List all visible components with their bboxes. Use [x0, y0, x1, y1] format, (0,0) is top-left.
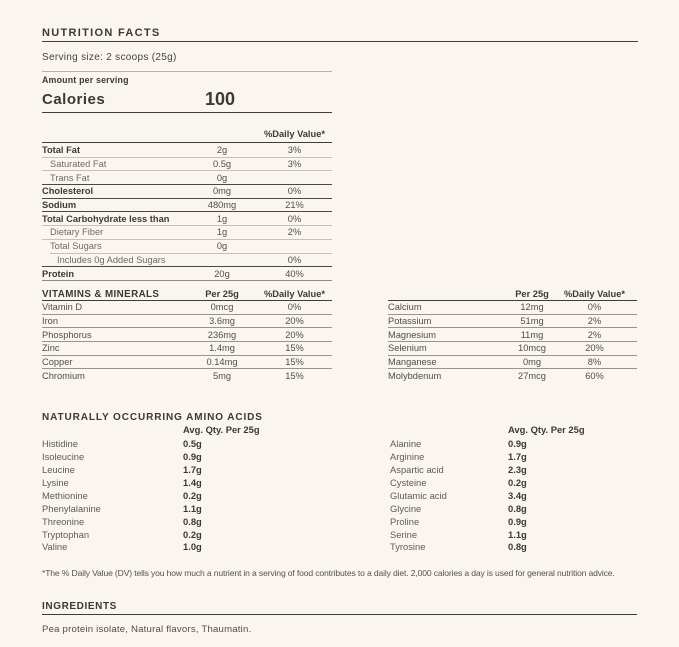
nutrient-daily-value: 40%: [285, 268, 304, 279]
amino-acids-right-list: [390, 437, 650, 553]
amino-acid-name: Serine: [390, 528, 418, 540]
vitamin-amount: 0mg: [522, 357, 542, 368]
amino-acid-qty: 0.2g: [508, 476, 527, 488]
nutrient-row: [42, 266, 332, 280]
vitamin-daily-value: 60%: [585, 371, 604, 382]
vitamin-row: [42, 356, 332, 370]
vitamin-daily-value: 8%: [587, 357, 602, 368]
amino-acid-row: [390, 541, 650, 554]
nutrient-row: [42, 211, 332, 225]
amino-acid-row: [390, 463, 650, 476]
serving-divider: [42, 71, 332, 72]
amino-acid-row: [390, 437, 650, 450]
amino-acid-qty: 0.5g: [183, 437, 202, 449]
nutrient-row: [42, 253, 332, 267]
per-25g-header: Per 25g: [205, 289, 239, 299]
avg-qty-header: Avg. Qty. Per 25g: [508, 424, 585, 435]
nutrient-amount: 0g: [216, 241, 228, 252]
calories-value: 100: [205, 89, 236, 109]
amino-acid-name: Leucine: [42, 463, 75, 475]
nutrient-label: Trans Fat: [50, 172, 90, 183]
amino-acid-name: Cysteine: [390, 476, 427, 488]
amino-acid-name: Isoleucine: [42, 450, 85, 462]
nutrient-amount: 0mg: [212, 186, 232, 197]
amino-acid-name: Threonine: [42, 515, 85, 527]
nutrient-label: Total Fat: [42, 145, 81, 156]
nutrient-amount: 480mg: [207, 200, 237, 211]
ingredients-text: Pea protein isolate, Natural flavors, Thaumatin.: [42, 624, 252, 635]
nutrition-table: [42, 124, 332, 281]
amino-acid-row: [42, 541, 352, 554]
nutrient-daily-value: 0%: [287, 254, 302, 265]
amino-acid-row: [390, 502, 650, 515]
page-title: NUTRITION FACTS: [42, 27, 161, 39]
amino-acid-name: Methionine: [42, 489, 88, 501]
amino-acid-name: Proline: [390, 515, 420, 527]
nutrition-table-header: [42, 124, 332, 143]
ingredients-title: INGREDIENTS: [42, 601, 117, 612]
amino-acid-row: [42, 502, 352, 515]
vitamin-amount: 10mcg: [518, 343, 546, 354]
nutrient-row: [42, 239, 332, 253]
amino-acid-qty: 1.7g: [183, 463, 202, 475]
vitamin-label: Calcium: [388, 302, 422, 313]
nutrient-row: [42, 198, 332, 212]
vitamin-amount: 51mg: [520, 316, 544, 327]
amino-acid-qty: 0.2g: [183, 528, 202, 540]
calories-label: Calories: [42, 91, 106, 108]
vitamin-daily-value: 15%: [285, 371, 304, 382]
vitamins-right-header: [388, 288, 637, 301]
vitamin-row: [42, 315, 332, 329]
nutrient-label: Sodium: [42, 200, 77, 211]
amino-acid-qty: 1.7g: [508, 450, 527, 462]
vitamin-daily-value: 0%: [287, 302, 302, 313]
vitamin-amount: 0.14mg: [206, 357, 238, 368]
vitamin-amount: 0mcg: [210, 302, 234, 313]
amino-acids-title: NATURALLY OCCURRING AMINO ACIDS: [42, 412, 263, 423]
amino-acid-row: [390, 450, 650, 463]
vitamin-amount: 5mg: [212, 371, 232, 382]
amino-acid-name: Tyrosine: [390, 541, 426, 553]
vitamins-table-left: [42, 288, 332, 383]
amino-acid-row: [390, 476, 650, 489]
amino-acid-qty: 0.8g: [508, 502, 527, 514]
amino-acid-qty: 2.3g: [508, 463, 527, 475]
vitamin-label: Manganese: [388, 357, 437, 368]
amino-acid-name: Tryptophan: [42, 528, 90, 540]
nutrient-amount: 2g: [216, 145, 228, 156]
amino-acid-row: [390, 489, 650, 502]
nutrition-table-body: [42, 143, 332, 281]
vitamin-daily-value: 20%: [285, 329, 304, 340]
nutrient-row: [42, 170, 332, 184]
vitamins-title: VITAMINS & MINERALS: [42, 288, 160, 300]
amino-acid-row: [390, 528, 650, 541]
daily-value-header: %Daily Value*: [264, 129, 325, 139]
vitamin-row: [42, 342, 332, 356]
nutrient-label: Cholesterol: [42, 186, 94, 197]
vitamin-daily-value: 20%: [285, 316, 304, 327]
nutrient-amount: 20g: [214, 268, 230, 279]
avg-qty-header: Avg. Qty. Per 25g: [183, 424, 260, 435]
ingredients-underline: [42, 614, 637, 615]
amino-acid-row: [42, 489, 352, 502]
vitamin-daily-value: 15%: [285, 343, 304, 354]
amino-acid-name: Glycine: [390, 502, 422, 514]
vitamin-row: [388, 328, 637, 342]
vitamin-label: Chromium: [42, 371, 85, 382]
vitamin-daily-value: 15%: [285, 357, 304, 368]
nutrient-label: Includes 0g Added Sugars: [57, 254, 166, 265]
nutrient-label: Dietary Fiber: [50, 227, 104, 238]
daily-value-header: %Daily Value*: [564, 289, 625, 299]
amino-acid-qty: 1.0g: [183, 541, 202, 553]
vitamin-amount: 3.6mg: [209, 316, 235, 327]
nutrient-row: [42, 143, 332, 157]
amino-acid-qty: 0.9g: [508, 515, 527, 527]
amino-acids-right-column: [390, 424, 650, 553]
daily-value-header: %Daily Value*: [264, 289, 325, 299]
vitamin-label: Potassium: [388, 316, 432, 327]
vitamin-label: Phosphorus: [42, 329, 92, 340]
amino-acid-qty: 1.4g: [183, 476, 202, 488]
vitamin-daily-value: 0%: [587, 302, 602, 313]
nutrient-label: Saturated Fat: [50, 159, 107, 170]
nutrient-row: [42, 184, 332, 198]
title-underline: [42, 41, 638, 42]
nutrient-daily-value: 0%: [287, 213, 302, 224]
nutrient-amount: 1g: [216, 227, 228, 238]
amino-acid-name: Glutamic acid: [390, 489, 447, 501]
vitamin-row: [42, 328, 332, 342]
amino-acid-name: Valine: [42, 541, 68, 553]
nutrient-daily-value: 21%: [285, 200, 304, 211]
vitamin-amount: 12mg: [520, 302, 544, 313]
vitamin-label: Magnesium: [388, 329, 437, 340]
vitamin-row: [42, 369, 332, 383]
nutrient-amount: 0g: [216, 172, 228, 183]
amino-acid-row: [42, 476, 352, 489]
nutrient-row: [42, 225, 332, 239]
amino-acid-name: Arginine: [390, 450, 425, 462]
vitamin-row: [388, 315, 637, 329]
vitamin-label: Copper: [42, 357, 73, 368]
vitamin-label: Zinc: [42, 343, 60, 354]
amino-acid-qty: 0.9g: [508, 437, 527, 449]
amino-acid-row: [390, 515, 650, 528]
amino-acid-name: Lysine: [42, 476, 69, 488]
vitamin-amount: 1.4mg: [209, 343, 235, 354]
nutrient-daily-value: 3%: [287, 159, 302, 170]
vitamin-row: [42, 301, 332, 315]
vitamin-row: [388, 369, 637, 383]
amino-acids-left-list: [42, 437, 352, 553]
nutrient-label: Total Carbohydrate less than: [42, 213, 170, 224]
amino-acid-qty: 1.1g: [508, 528, 527, 540]
nutrient-daily-value: 0%: [287, 186, 302, 197]
nutrient-daily-value: 3%: [287, 145, 302, 156]
amino-acids-left-column: [42, 424, 352, 553]
vitamin-amount: 27mcg: [518, 371, 546, 382]
amino-acid-qty: 0.2g: [183, 489, 202, 501]
amino-acid-qty: 0.8g: [183, 515, 202, 527]
vitamins-left-body: [42, 301, 332, 383]
vitamin-amount: 236mg: [207, 329, 237, 340]
nutrient-label: Protein: [42, 268, 75, 279]
vitamin-row: [388, 342, 637, 356]
amino-acid-qty: 0.9g: [183, 450, 202, 462]
vitamin-amount: 11mg: [520, 329, 544, 340]
vitamin-label: Selenium: [388, 343, 427, 354]
nutrient-row: [42, 157, 332, 171]
amino-acid-qty: 0.8g: [508, 541, 527, 553]
amino-acid-name: Alanine: [390, 437, 422, 449]
amino-acid-row: [42, 437, 352, 450]
vitamin-row: [388, 301, 637, 315]
vitamin-row: [388, 356, 637, 370]
vitamin-label: Iron: [42, 316, 59, 327]
vitamin-label: Molybdenum: [388, 371, 442, 382]
nutrient-amount: 0.5g: [212, 159, 232, 170]
vitamin-label: Vitamin D: [42, 302, 83, 313]
vitamins-left-header: [42, 288, 332, 301]
nutrient-daily-value: 2%: [287, 227, 302, 238]
amino-acid-row: [42, 528, 352, 541]
amount-per-serving-label: Amount per serving: [42, 75, 129, 85]
vitamins-right-body: [388, 301, 637, 383]
amino-acid-name: Histidine: [42, 437, 78, 449]
vitamins-table-right: [388, 288, 637, 383]
per-25g-header: Per 25g: [515, 289, 549, 299]
amino-acid-name: Phenylalanine: [42, 502, 101, 514]
vitamin-daily-value: 2%: [587, 329, 602, 340]
nutrient-label: Total Sugars: [50, 241, 102, 252]
amino-acid-qty: 1.1g: [183, 502, 202, 514]
calories-divider: [42, 112, 332, 113]
amino-acid-qty: 3.4g: [508, 489, 527, 501]
vitamin-daily-value: 20%: [585, 343, 604, 354]
nutrient-amount: 1g: [216, 213, 228, 224]
amino-acid-name: Aspartic acid: [390, 463, 444, 475]
serving-size: Serving size: 2 scoops (25g): [42, 52, 177, 63]
amino-acid-row: [42, 463, 352, 476]
vitamin-daily-value: 2%: [587, 316, 602, 327]
amino-acid-row: [42, 515, 352, 528]
daily-value-footnote: *The % Daily Value (DV) tells you how much a nutrient in a serving of food contributes to a daily diet. 2,000 calories a day is used for general nutrition advice.: [42, 568, 615, 578]
amino-acid-row: [42, 450, 352, 463]
